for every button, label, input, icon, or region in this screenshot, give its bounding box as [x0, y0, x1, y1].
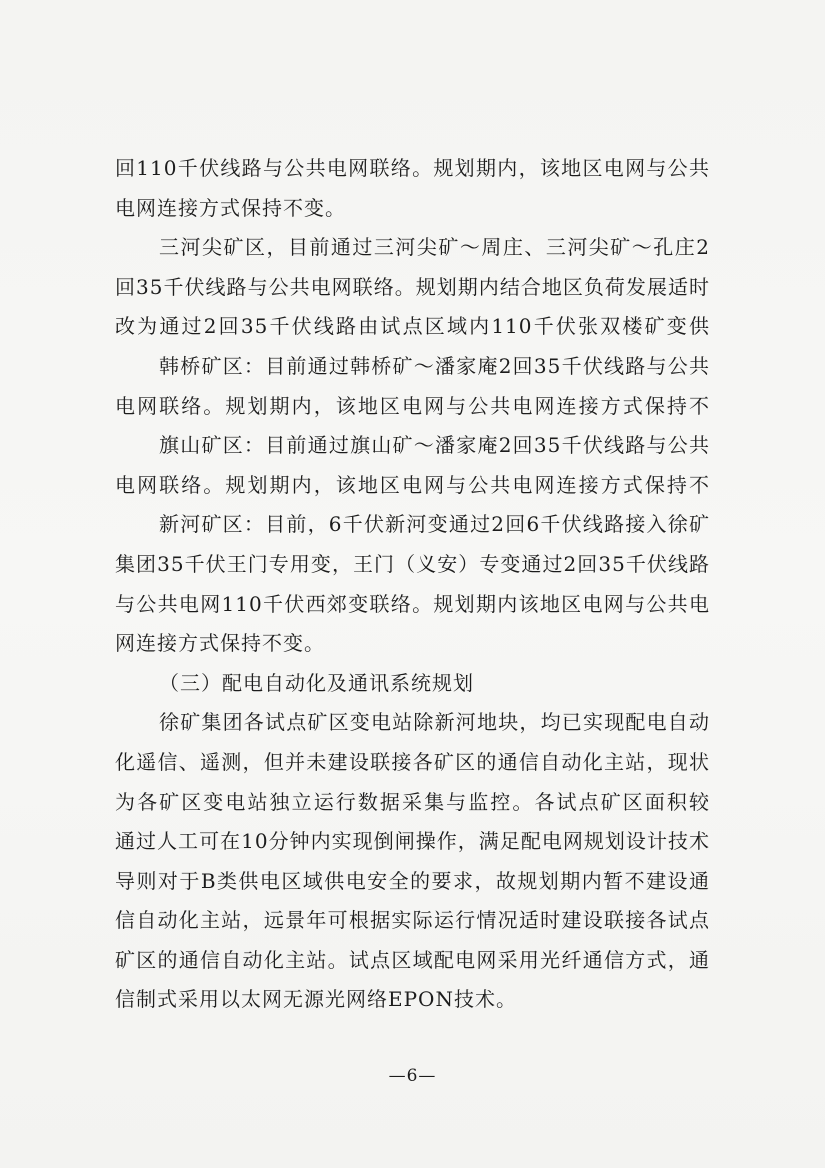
text-line: 导则对于B类供电区域供电安全的要求，故规划期内暂不建设通 [115, 868, 710, 893]
text-line: 化遥信、遥测，但并未建设联接各矿区的通信自动化主站，现状 [115, 749, 710, 774]
text-line: 集团35千伏王门专用变，王门（义安）专变通过2回35千伏线路 [115, 551, 710, 576]
text-line: 改为通过2回35千伏线路由试点区域内110千伏张双楼矿变供 [115, 314, 710, 339]
text-line: 徐矿集团各试点矿区变电站除新河地块，均已实现配电自动 [159, 710, 710, 735]
page-number: —6— [388, 1066, 437, 1086]
text-line: 旗山矿区：目前通过旗山矿～潘家庵2回35千伏线路与公共 [159, 433, 710, 458]
body-text [115, 149, 710, 1020]
text-line: 为各矿区变电站独立运行数据采集与监控。各试点矿区面积较 [115, 789, 710, 814]
text-line: 韩桥矿区：目前通过韩桥矿～潘家庵2回35千伏线路与公共 [159, 353, 710, 378]
text-line: 矿区的通信自动化主站。试点区域配电网采用光纤通信方式，通 [115, 947, 710, 972]
text-line: 电网联络。规划期内，该地区电网与公共电网连接方式保持不 [115, 472, 710, 497]
text-line: 三河尖矿区，目前通过三河尖矿～周庄、三河尖矿～孔庄2 [159, 235, 710, 260]
text-line: 信制式采用以太网无源光网络EPON技术。 [115, 987, 517, 1012]
text-line: 回35千伏线路与公共电网联络。规划期内结合地区负荷发展适时 [115, 274, 710, 299]
text-line: 与公共电网110千伏西郊变联络。规划期内该地区电网与公共电 [115, 591, 710, 616]
text-line: 网连接方式保持不变。 [115, 631, 325, 656]
text-line: （三）配电自动化及通讯系统规划 [159, 670, 474, 695]
text-line: 通过人工可在10分钟内实现倒闸操作，满足配电网规划设计技术 [115, 829, 710, 854]
text-line: 电网联络。规划期内，该地区电网与公共电网连接方式保持不 [115, 393, 710, 418]
text-line: 信自动化主站，远景年可根据实际运行情况适时建设联接各试点 [115, 908, 710, 933]
text-line: 电网连接方式保持不变。 [115, 195, 346, 220]
text-line: 回110千伏线路与公共电网联络。规划期内，该地区电网与公共 [115, 156, 710, 180]
text-line: 新河矿区：目前，6千伏新河变通过2回6千伏线路接入徐矿 [159, 512, 710, 537]
